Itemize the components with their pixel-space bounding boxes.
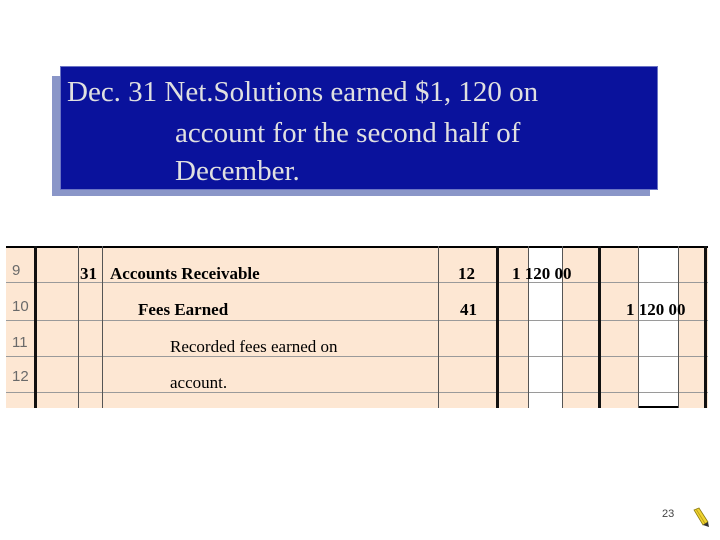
post-reference: 12: [458, 264, 475, 283]
debit-right-border: [598, 246, 601, 408]
left-border: [34, 246, 37, 408]
entry-description: Fees Earned: [138, 300, 229, 319]
row-divider: [6, 246, 708, 248]
debit-amount: 1 120 00: [512, 264, 572, 283]
row-number: 9: [12, 262, 21, 279]
post-reference: 41: [460, 300, 477, 319]
row-divider: [6, 356, 708, 357]
postref-right-border: [496, 246, 499, 408]
description-column-rule: [102, 246, 103, 408]
title-line-2: account for the second half of: [175, 117, 521, 149]
pen-icon: [688, 506, 712, 530]
entry-description: Recorded fees earned on: [170, 337, 338, 356]
title-line-1: Dec. 31 Net.Solutions earned $1, 120 on: [67, 76, 539, 108]
row-divider: [6, 392, 708, 393]
row-number: 12: [12, 368, 29, 385]
page-number: 23: [662, 508, 675, 520]
transaction-title-box: [60, 66, 658, 190]
postref-column-rule: [438, 246, 439, 408]
row-number: 10: [12, 298, 29, 315]
credit-cents-rule: [678, 246, 679, 408]
credit-inner-rule: [638, 246, 639, 408]
row-divider: [6, 320, 708, 321]
entry-description: account.: [170, 373, 228, 392]
entry-date: 31: [80, 264, 97, 283]
credit-amount: 1 120 00: [626, 300, 686, 319]
date-column-rule: [78, 246, 79, 408]
title-line-3: December.: [175, 155, 300, 187]
credit-cents-column: [638, 246, 678, 408]
entry-description: Accounts Receivable: [110, 264, 260, 283]
bottom-rule: [638, 406, 678, 408]
right-border: [704, 246, 707, 408]
row-number: 11: [12, 334, 28, 351]
journal-table: [6, 246, 708, 408]
